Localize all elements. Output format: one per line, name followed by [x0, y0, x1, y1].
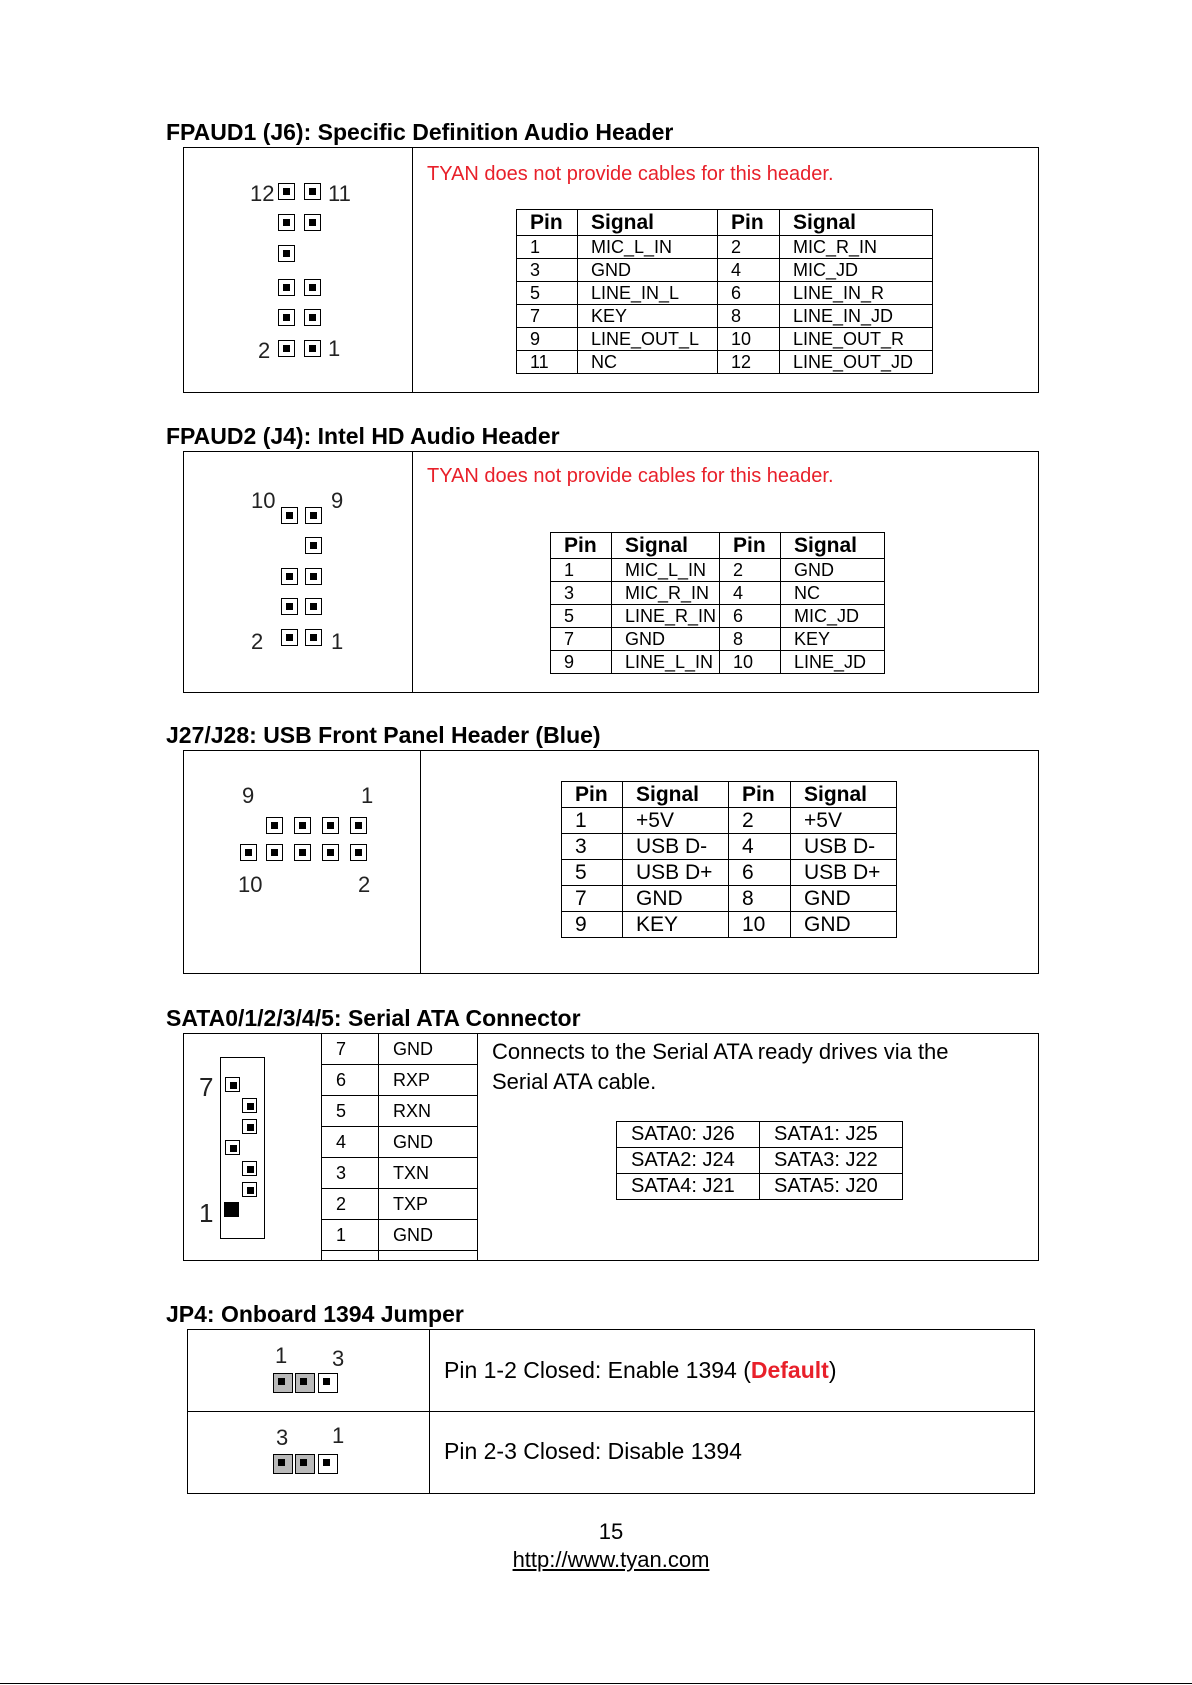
pin-number-cell: 9: [517, 328, 578, 351]
column-header: Pin: [551, 533, 612, 559]
jumper-pin-2: [295, 1454, 315, 1474]
fpaud2-note: TYAN does not provide cables for this header.: [427, 465, 834, 487]
label-bottom-left: 10: [238, 872, 263, 897]
pin-number-cell: 7: [517, 305, 578, 328]
signal-cell: LINE_IN_JD: [780, 305, 933, 328]
usb-pin-table: [561, 781, 897, 938]
label-bottom-right: 1: [328, 336, 341, 361]
signal-cell: LINE_IN_L: [578, 282, 718, 305]
table-row: [551, 559, 885, 582]
pin-number-cell: 7: [551, 628, 612, 651]
signal-cell: MIC_R_IN: [612, 582, 720, 605]
table-row: [517, 305, 933, 328]
pin-3: [322, 817, 339, 834]
pin-9: [305, 507, 322, 524]
pin-number-cell: 1: [562, 808, 623, 834]
fpaud2-title: FPAUD2 (J4): Intel HD Audio Header: [166, 423, 560, 449]
signal-cell: MIC_L_IN: [578, 236, 718, 259]
sata-pin-3: [242, 1161, 257, 1176]
pin-8: [266, 844, 283, 861]
fpaud1-header-diagram: [184, 148, 412, 391]
pin-number-cell: 1: [551, 559, 612, 582]
signal-cell: LINE_OUT_L: [578, 328, 718, 351]
sata-title: SATA0/1/2/3/4/5: Serial ATA Connector: [166, 1005, 581, 1031]
pin-12: [278, 183, 295, 200]
sata-pin-6: [242, 1098, 257, 1113]
label-top-right: 11: [328, 181, 351, 206]
page-number: 15: [598, 1519, 624, 1544]
signal-cell: LINE_L_IN: [612, 651, 720, 674]
signal-cell: GND: [781, 559, 885, 582]
signal-cell: MIC_L_IN: [612, 559, 720, 582]
fpaud2-divider: [412, 452, 413, 692]
pin-2: [350, 844, 367, 861]
jp4-row1-text-before: Pin 1-2 Closed: Enable 1394 (: [444, 1357, 751, 1383]
pin-7: [266, 817, 283, 834]
sata-description-line-1: Connects to the Serial ATA ready drives via the: [492, 1039, 949, 1064]
signal-cell: GND: [623, 886, 729, 912]
table-row: [322, 1034, 478, 1065]
sata-pin-1: [224, 1202, 239, 1217]
pin-number-cell: 4: [718, 259, 780, 282]
pin-number-cell: 6: [729, 860, 791, 886]
column-header: Pin: [718, 210, 780, 236]
column-header: Signal: [578, 210, 718, 236]
pin-number-cell: 6: [718, 282, 780, 305]
table-row: [517, 236, 933, 259]
pin-number-cell: 8: [720, 628, 781, 651]
pin-10: [281, 507, 298, 524]
pin-number-cell: 12: [718, 351, 780, 374]
signal-cell: USB D-: [791, 834, 897, 860]
jp4-row-divider: [188, 1411, 1034, 1412]
sata-pin-5: [242, 1119, 257, 1134]
table-row: [551, 651, 885, 674]
sata-label-bottom: 1: [199, 1198, 214, 1228]
pin-number-cell: 1: [517, 236, 578, 259]
signal-cell: RXN: [379, 1096, 478, 1127]
jumper-pin-3: [273, 1454, 293, 1474]
pin-number-cell: 3: [551, 582, 612, 605]
pin-number-cell: 3: [562, 834, 623, 860]
signal-cell: NC: [781, 582, 885, 605]
signal-cell: GND: [791, 912, 897, 938]
usb-box: [183, 750, 1039, 974]
table-row: [551, 582, 885, 605]
column-header: Signal: [623, 782, 729, 808]
signal-cell: MIC_R_IN: [780, 236, 933, 259]
signal-cell: RXP: [379, 1065, 478, 1096]
table-row: [617, 1174, 903, 1200]
column-header: Pin: [720, 533, 781, 559]
label-top-right: 9: [331, 488, 344, 513]
jp4-row1-text-after: ): [828, 1357, 837, 1383]
signal-cell: GND: [578, 259, 718, 282]
fpaud1-divider: [412, 148, 413, 392]
pin-number-cell: 3: [517, 259, 578, 282]
pin-number-cell: 5: [551, 605, 612, 628]
signal-cell: LINE_IN_R: [780, 282, 933, 305]
column-header: Signal: [780, 210, 933, 236]
table-row: [322, 1220, 478, 1251]
signal-cell: KEY: [578, 305, 718, 328]
signal-cell: MIC_JD: [780, 259, 933, 282]
sata-box: [183, 1033, 1039, 1261]
pin-number-cell: 7: [562, 886, 623, 912]
port-map-cell: SATA1: J25: [760, 1122, 903, 1148]
jumper-pin-3: [318, 1373, 338, 1393]
pin-8: [278, 245, 295, 262]
table-row: [562, 860, 897, 886]
pin-6: [278, 279, 295, 296]
pin-number-cell: 10: [720, 651, 781, 674]
port-map-cell: SATA0: J26: [617, 1122, 760, 1148]
table-row: [562, 808, 897, 834]
footer-url-link[interactable]: http://www.tyan.com: [512, 1547, 710, 1572]
table-row: [517, 351, 933, 374]
sata-description: [492, 1037, 949, 1097]
port-map-cell: SATA3: J22: [760, 1148, 903, 1174]
pin-number-cell: 2: [720, 559, 781, 582]
pin-number-cell: 2: [729, 808, 791, 834]
jp4-row2-text: Pin 2-3 Closed: Disable 1394: [444, 1438, 742, 1464]
pin-4: [281, 598, 298, 615]
pin-number-cell: 2: [322, 1189, 379, 1220]
pin-number-cell: 9: [562, 912, 623, 938]
column-header: Pin: [562, 782, 623, 808]
label-top-right: 1: [361, 783, 374, 808]
pin-number-cell: 5: [517, 282, 578, 305]
pin-number-cell: 11: [517, 351, 578, 374]
pin-number-cell: 4: [729, 834, 791, 860]
sata-pin-list: [321, 1033, 478, 1251]
label-top-left: 9: [242, 783, 255, 808]
usb-title: J27/J28: USB Front Panel Header (Blue): [166, 722, 601, 748]
signal-cell: LINE_JD: [781, 651, 885, 674]
fpaud1-box: [183, 147, 1039, 393]
signal-cell: KEY: [781, 628, 885, 651]
pin-number-cell: 10: [718, 328, 780, 351]
signal-cell: +5V: [791, 808, 897, 834]
pin-number-cell: 7: [322, 1034, 379, 1065]
pin-4: [322, 844, 339, 861]
column-header: Signal: [781, 533, 885, 559]
signal-cell: LINE_OUT_R: [780, 328, 933, 351]
signal-cell: MIC_JD: [781, 605, 885, 628]
sata-pin-4: [225, 1140, 240, 1155]
table-row: [551, 628, 885, 651]
signal-cell: GND: [612, 628, 720, 651]
pin-number-cell: 10: [729, 912, 791, 938]
table-row: [322, 1065, 478, 1096]
table-row: [562, 834, 897, 860]
sata-pin-2: [242, 1182, 257, 1197]
table-row: [322, 1189, 478, 1220]
fpaud2-box: [183, 451, 1039, 693]
signal-cell: LINE_OUT_JD: [780, 351, 933, 374]
pin-1: [305, 629, 322, 646]
signal-cell: LINE_R_IN: [612, 605, 720, 628]
jp4-row1-label-left: 1: [275, 1343, 288, 1368]
signal-cell: GND: [379, 1220, 478, 1251]
signal-cell: KEY: [623, 912, 729, 938]
jp4-title: JP4: Onboard 1394 Jumper: [166, 1301, 464, 1327]
jumper-pin-1: [273, 1373, 293, 1393]
table-row: [617, 1148, 903, 1174]
sata-port-map: [616, 1121, 903, 1200]
signal-cell: TXN: [379, 1158, 478, 1189]
table-row: [322, 1158, 478, 1189]
usb-header-diagram: [184, 751, 420, 973]
port-map-cell: SATA4: J21: [617, 1174, 760, 1200]
pin-9: [304, 214, 321, 231]
label-bottom-right: 1: [331, 629, 344, 654]
jp4-row2-label-left: 3: [276, 1425, 289, 1450]
signal-cell: GND: [791, 886, 897, 912]
pin-5: [305, 568, 322, 585]
label-bottom-right: 2: [358, 872, 371, 897]
table-row: [322, 1127, 478, 1158]
pin-number-cell: 6: [720, 605, 781, 628]
table-row: [562, 886, 897, 912]
page-bottom-rule: [0, 1683, 1192, 1684]
jp4-row1-text: [444, 1357, 837, 1384]
pin-1: [304, 340, 321, 357]
pin-number-cell: 1: [322, 1220, 379, 1251]
pin-2: [278, 340, 295, 357]
pin-number-cell: 8: [729, 886, 791, 912]
pin-number-cell: 5: [322, 1096, 379, 1127]
port-map-cell: SATA2: J24: [617, 1148, 760, 1174]
pin-number-cell: 6: [322, 1065, 379, 1096]
table-row: [517, 328, 933, 351]
pin-number-cell: 8: [718, 305, 780, 328]
pin-6: [281, 568, 298, 585]
table-row: [517, 282, 933, 305]
pin-10: [278, 214, 295, 231]
pin-number-cell: 4: [322, 1127, 379, 1158]
pin-number-cell: 9: [551, 651, 612, 674]
pin-2: [281, 629, 298, 646]
signal-cell: GND: [379, 1034, 478, 1065]
column-header: Signal: [791, 782, 897, 808]
pin-1: [350, 817, 367, 834]
pin-10: [240, 844, 257, 861]
signal-cell: NC: [578, 351, 718, 374]
label-bottom-left: 2: [251, 629, 264, 654]
pin-11: [304, 183, 321, 200]
pin-4: [278, 309, 295, 326]
label-top-left: 10: [251, 488, 276, 513]
jumper-pin-2: [295, 1373, 315, 1393]
column-header: Pin: [729, 782, 791, 808]
pin-number-cell: 2: [718, 236, 780, 259]
fpaud1-pin-table: [516, 209, 933, 374]
pin-6: [294, 844, 311, 861]
sata-pin-7: [225, 1077, 240, 1092]
fpaud2-pin-table: [550, 532, 885, 674]
fpaud1-note: TYAN does not provide cables for this header.: [427, 163, 834, 185]
pin-3: [304, 309, 321, 326]
port-map-cell: SATA5: J20: [760, 1174, 903, 1200]
sata-description-line-2: Serial ATA cable.: [492, 1069, 657, 1094]
jp4-row1-label-right: 3: [332, 1346, 345, 1371]
pin-number-cell: 4: [720, 582, 781, 605]
usb-divider: [420, 751, 421, 973]
sata-label-top: 7: [199, 1072, 214, 1102]
fpaud2-header-diagram: [184, 452, 412, 692]
label-bottom-left: 2: [258, 338, 271, 363]
table-row: [562, 912, 897, 938]
fpaud1-title: FPAUD1 (J6): Specific Definition Audio Header: [166, 119, 674, 145]
signal-cell: USB D-: [623, 834, 729, 860]
pin-5: [294, 817, 311, 834]
label-top-left: 12: [250, 181, 275, 206]
signal-cell: TXP: [379, 1189, 478, 1220]
pin-5: [304, 279, 321, 296]
signal-cell: GND: [379, 1127, 478, 1158]
pin-3: [305, 598, 322, 615]
signal-cell: +5V: [623, 808, 729, 834]
jp4-box: [187, 1329, 1035, 1494]
signal-cell: USB D+: [623, 860, 729, 886]
pin-number-cell: 5: [562, 860, 623, 886]
table-row: [517, 259, 933, 282]
column-header: Pin: [517, 210, 578, 236]
table-row: [617, 1122, 903, 1148]
pin-number-cell: 3: [322, 1158, 379, 1189]
signal-cell: USB D+: [791, 860, 897, 886]
pin-7: [305, 537, 322, 554]
table-row: [322, 1096, 478, 1127]
jumper-pin-1: [318, 1454, 338, 1474]
default-badge: Default: [750, 1357, 829, 1383]
jp4-row2-label-right: 1: [332, 1423, 345, 1448]
column-header: Signal: [612, 533, 720, 559]
table-row: [551, 605, 885, 628]
